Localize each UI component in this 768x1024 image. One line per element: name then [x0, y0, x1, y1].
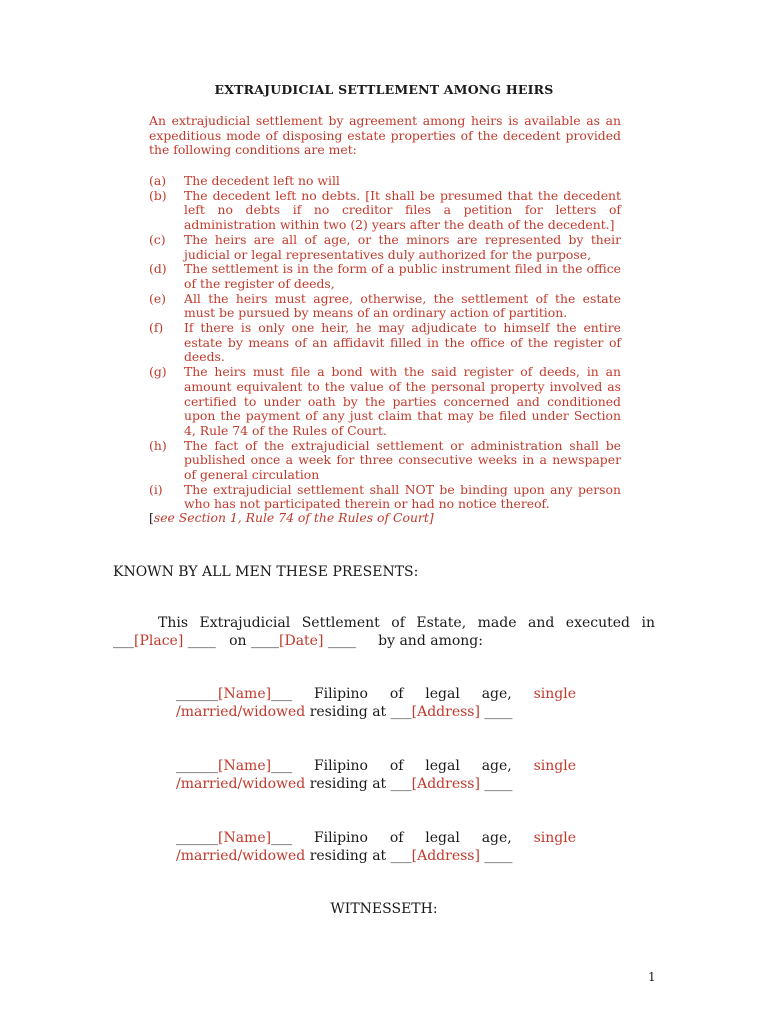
name-blank: ______: [176, 830, 218, 846]
nationality-text: Filipino: [313, 830, 368, 846]
place-placeholder: [Place]: [134, 633, 184, 649]
conditions-list: [149, 174, 621, 512]
rules-reference: [149, 511, 621, 526]
word-age: age,: [481, 686, 512, 702]
place-blank: ____: [183, 633, 216, 649]
address-blank: ____: [479, 704, 513, 720]
address-blank: ___: [390, 704, 412, 720]
condition-text: The settlement is in the form of a public instrument filed in the office of the register of deeds,: [184, 261, 621, 291]
name-blank: ______: [176, 758, 218, 774]
condition-label: (d): [149, 261, 167, 277]
address-blank: ____: [479, 776, 513, 792]
party-line-1: [176, 757, 576, 775]
residing-text: residing at: [305, 704, 391, 720]
address-placeholder: [Address]: [411, 848, 480, 864]
condition-text: The decedent left no debts. [It shall be presumed that the decedent left no debts if no creditor files a petition for letters of administration within two (2) years after the death of the decedent.]: [184, 187, 621, 233]
condition-item: [149, 365, 621, 439]
condition-text: The extrajudicial settlement shall NOT be binding upon any person who has not participated therein or had no notice thereof.: [184, 481, 621, 512]
name-placeholder: [Name]: [218, 686, 272, 702]
condition-label: (c): [149, 231, 166, 247]
nationality-text: Filipino: [313, 686, 368, 702]
name-placeholder: [Name]: [218, 758, 272, 774]
civil-status-options: /married/widowed: [176, 704, 306, 720]
on-word: on: [229, 633, 247, 649]
nationality-text: Filipino: [313, 758, 368, 774]
execution-line-2: [113, 632, 655, 650]
condition-text: The heirs must file a bond with the said register of deeds, in an amount equivalent to the value of the personal property involved as certified to under oath by the parties concerned and conditioned upon the payment of any just claim that may be filed under Section 4, Rule 74 of the Rules of Court.: [184, 364, 621, 438]
residing-text: residing at: [305, 848, 391, 864]
condition-item: [149, 233, 621, 262]
name-blank: ___: [271, 758, 293, 774]
address-blank: ___: [390, 776, 412, 792]
word-legal: legal: [425, 758, 460, 774]
intro-paragraph: An extrajudicial settlement by agreement among heirs is available as an expeditious mode of disposing estate properties of the decedent provided the following conditions are met:: [149, 113, 621, 158]
party-line-1: [176, 829, 576, 847]
party-name-field: [176, 829, 292, 847]
known-heading: KNOWN BY ALL MEN THESE PRESENTS:: [113, 564, 419, 580]
civil-status-options: /married/widowed: [176, 848, 306, 864]
condition-text: The heirs are all of age, or the minors are represented by their judicial or legal representatives duly authorized for the purpose,: [184, 231, 621, 262]
word-of: of: [389, 686, 404, 702]
date-blank: ____: [251, 633, 280, 649]
execution-clause: [113, 614, 655, 650]
condition-label: (a): [149, 173, 167, 188]
condition-item: [149, 321, 621, 365]
party-line-1: [176, 685, 576, 703]
civil-status-single: single: [533, 758, 576, 774]
party-name-field: [176, 757, 292, 775]
by-and-among: by and among:: [378, 633, 483, 649]
condition-item: [149, 174, 621, 189]
party-line-2: [176, 847, 576, 865]
condition-text: If there is only one heir, he may adjudicate to himself the entire estate by means of an affidavit filled in the office of the register of deeds.: [184, 320, 621, 365]
party-entry: [176, 829, 576, 865]
condition-text: The decedent left no will: [184, 173, 340, 188]
condition-item: [149, 439, 621, 483]
condition-label: (e): [149, 290, 167, 306]
civil-status-single: single: [533, 686, 576, 702]
condition-item: [149, 483, 621, 512]
address-blank: ___: [390, 848, 412, 864]
name-blank: ______: [176, 686, 218, 702]
witnesseth-heading: WITNESSETH:: [330, 901, 438, 917]
party-entry: [176, 757, 576, 793]
civil-status-single: single: [533, 830, 576, 846]
party-name-field: [176, 685, 292, 703]
word-legal: legal: [425, 686, 460, 702]
name-blank: ___: [271, 830, 293, 846]
condition-label: (i): [149, 481, 163, 497]
party-entry: [176, 685, 576, 721]
word-legal: legal: [425, 830, 460, 846]
place-blank: ___: [113, 633, 134, 649]
condition-text: The fact of the extrajudicial settlement or administration shall be published once a week for three consecutive weeks in a newspaper of general circulation: [184, 437, 621, 483]
name-placeholder: [Name]: [218, 830, 272, 846]
word-of: of: [389, 830, 404, 846]
address-blank: ____: [479, 848, 513, 864]
date-placeholder: [Date]: [279, 633, 324, 649]
condition-label: (f): [149, 320, 164, 336]
word-age: age,: [481, 830, 512, 846]
document-title: EXTRAJUDICIAL SETTLEMENT AMONG HEIRS: [214, 82, 554, 97]
civil-status-options: /married/widowed: [176, 776, 306, 792]
reference-bracket: [: [149, 510, 154, 525]
condition-label: (h): [149, 437, 167, 453]
condition-label: (b): [149, 187, 167, 203]
condition-text: All the heirs must agree, otherwise, the settlement of the estate must be pursued by means of an ordinary action of partition.: [184, 290, 621, 321]
execution-line-1: This Extrajudicial Settlement of Estate, made and executed in: [158, 615, 655, 631]
address-placeholder: [Address]: [411, 704, 480, 720]
party-line-2: [176, 703, 576, 721]
condition-item: [149, 189, 621, 233]
residing-text: residing at: [305, 776, 391, 792]
page-number: 1: [648, 970, 656, 984]
condition-item: [149, 262, 621, 291]
word-age: age,: [481, 758, 512, 774]
reference-text: see Section 1, Rule 74 of the Rules of Court]: [153, 510, 434, 525]
date-blank: ____: [323, 633, 356, 649]
name-blank: ___: [271, 686, 293, 702]
word-of: of: [389, 758, 404, 774]
address-placeholder: [Address]: [411, 776, 480, 792]
condition-item: [149, 292, 621, 321]
condition-label: (g): [149, 364, 167, 380]
party-line-2: [176, 775, 576, 793]
